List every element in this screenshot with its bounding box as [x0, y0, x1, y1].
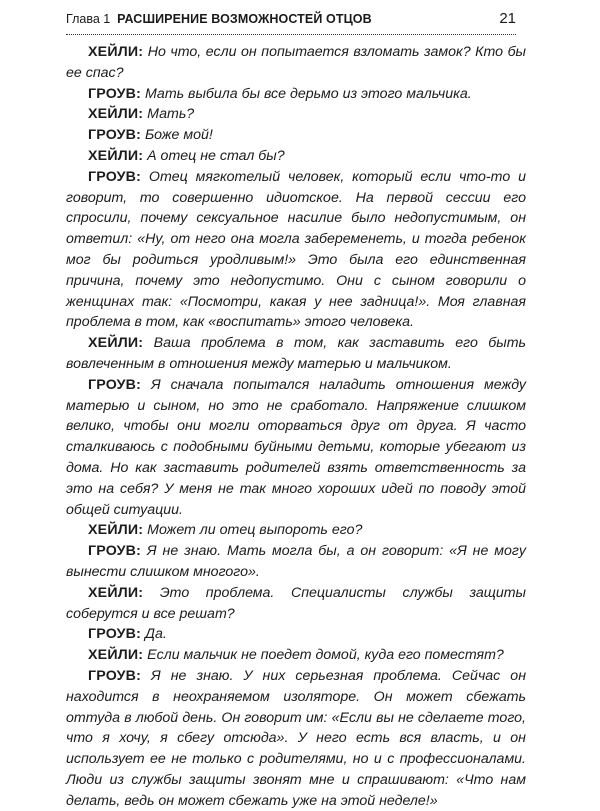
dialogue-line	[66, 645, 526, 666]
speech-text: Ваша проблема в том, как заставить его быть вовлеченным в отношения между матерью и мальчиком.	[66, 335, 526, 372]
speech-text: Если мальчик не поедет домой, куда его поместят?	[147, 647, 504, 664]
speaker-name: ГРОУВ:	[88, 543, 141, 560]
dialogue-line	[66, 84, 526, 105]
speech-text: Я не знаю. У них серьезная проблема. Сейчас он находится в неохраняемом изоляторе. Он может сбежать оттуда в любой день. Он говорит им: «Если вы не сделаете того, что я хочу, я сбегу отсюда». У него есть вся власть, и он использует ее не только с родителями, но и с профессионалами. Люди из службы защиты звонят мне и спрашивают: «Что нам делать, ведь он может сбежать уже на этой неделе!»	[66, 667, 526, 809]
dialogue-line	[66, 42, 526, 84]
speaker-name: ГРОУВ:	[88, 376, 141, 393]
chapter-title: РАСШИРЕНИЕ ВОЗМОЖНОСТЕЙ ОТЦОВ	[117, 12, 372, 26]
dialogue-text	[66, 42, 526, 811]
speech-text: Это проблема. Специалисты службы защиты соберутся и все решат?	[66, 584, 526, 622]
speaker-name: ХЕЙЛИ:	[88, 584, 144, 601]
dialogue-line	[66, 146, 526, 167]
speech-text: Боже мой!	[144, 127, 213, 144]
speech-text: Мать?	[147, 106, 195, 123]
dialogue-line	[66, 666, 526, 811]
speaker-name: ГРОУВ:	[88, 168, 141, 185]
chapter-heading	[66, 12, 372, 26]
dialogue-line	[66, 583, 526, 625]
speaker-name: ГРОУВ:	[88, 85, 141, 102]
speech-text: А отец не стал бы?	[147, 147, 285, 164]
speaker-name: ГРОУВ:	[88, 667, 141, 684]
speech-text: Отец мягкотелый человек, который если что-то и говорит, то совершенно идиотское. На первой сессии его спросили, почему сексуальное насилие было недопустимым, он ответил: «Ну, от него она могла забеременеть, и тогда ребенок мог бы родиться уродливым!» Это была его единственная причина, почему это недопустимо. Они с сыном говорили о женщинах так: «Посмотри, какая у нее задница!». Моя главная проблема в том, как «воспитать» этого человека.	[66, 168, 526, 331]
speaker-name: ГРОУВ:	[88, 626, 141, 643]
dialogue-line	[66, 520, 526, 541]
speaker-name: ХЕЙЛИ:	[88, 147, 144, 164]
speech-text: Я не знаю. Мать могла бы, а он говорит: «Я не могу вынести слишком многого».	[66, 543, 526, 580]
speaker-name: ХЕЙЛИ:	[88, 522, 144, 539]
dialogue-line	[66, 624, 526, 645]
chapter-label: Глава 1	[66, 12, 111, 26]
speaker-name: ГРОУВ:	[88, 127, 141, 144]
speaker-name: ХЕЙЛИ:	[88, 44, 144, 60]
speech-text: Может ли отец выпороть его?	[147, 522, 363, 539]
dialogue-line	[66, 104, 526, 125]
speaker-name: ХЕЙЛИ:	[88, 335, 144, 352]
speech-text: Но что, если он попытается взломать замок? Кто бы ее спас?	[66, 44, 526, 81]
speech-text: Я сначала попытался наладить отношения между матерью и сыном, но это не сработало. Напряжение слишком велико, чтобы они могли оторваться друг от друга. Я часто сталкиваюсь с подобными буйными детьми, которые убегают из дома. Но как заставить родителей взять ответственность за это на себя? У меня не так много хороших идей по поводу этой общей ситуации.	[66, 376, 526, 518]
dialogue-line	[66, 167, 526, 333]
dialogue-line	[66, 333, 526, 375]
speech-text: Да.	[144, 626, 167, 643]
dialogue-line	[66, 541, 526, 583]
dialogue-line	[66, 375, 526, 521]
speaker-name: ХЕЙЛИ:	[88, 106, 144, 123]
page-number: 21	[499, 10, 516, 27]
header-divider	[66, 34, 516, 35]
speaker-name: ХЕЙЛИ:	[88, 647, 144, 664]
speech-text: Мать выбила бы все дерьмо из этого мальчика.	[144, 85, 472, 102]
dialogue-line	[66, 125, 526, 146]
running-header	[66, 10, 516, 28]
